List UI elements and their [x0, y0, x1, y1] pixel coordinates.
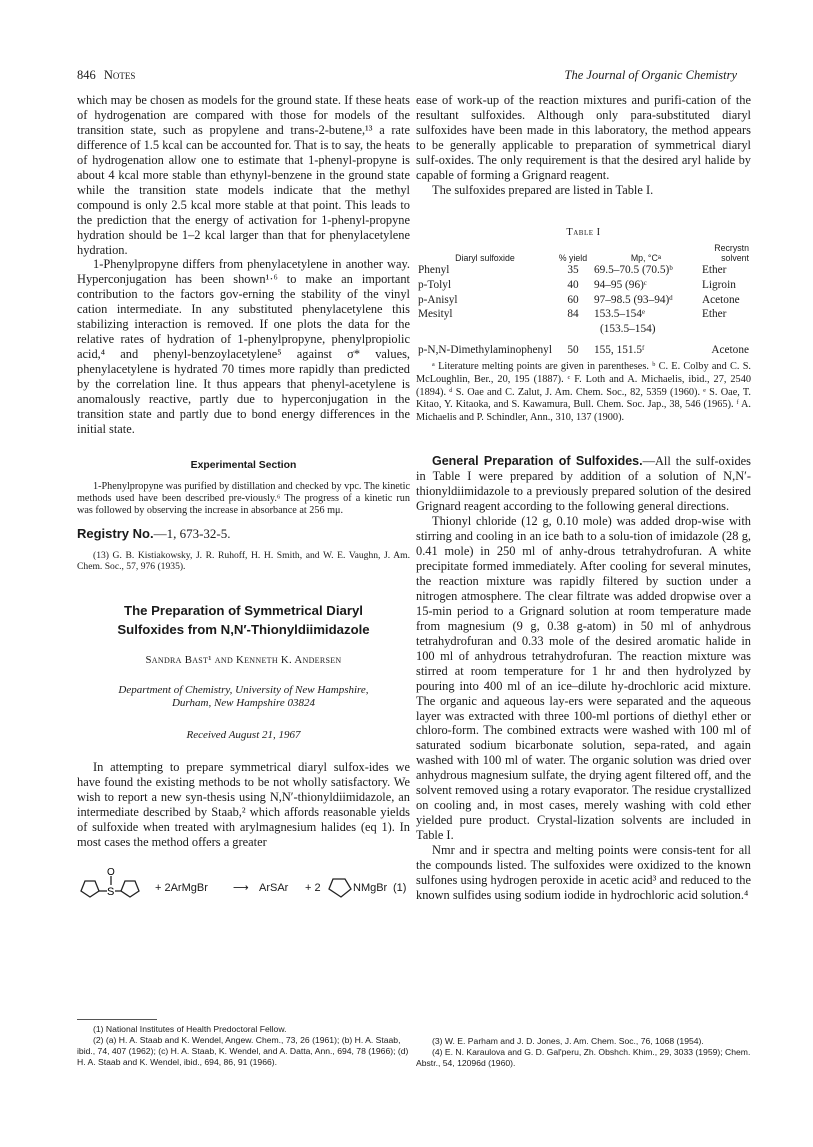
footnote-rule — [77, 1019, 157, 1020]
paragraph: ease of work-up of the reaction mixtures and purifi-cation of the resultant sulfoxides. Although only para-substituted diaryl sulfoxides have been made in this laboratory, the method appears to be generally applicable to preparation of symmetrical diaryl sulf-oxides. The only requirement is that the desired aryl halide by capable of forming a Grignard reagent. — [416, 93, 751, 182]
title-line: The Preparation of Symmetrical Diaryl — [124, 602, 363, 618]
table-cell: Acetone — [711, 344, 749, 357]
table-cell — [554, 322, 592, 337]
column-header: Recrystn solvent — [714, 242, 749, 263]
table-cell: p-Tolyl — [418, 278, 452, 291]
equation-1 — [77, 867, 410, 905]
left-column — [77, 93, 410, 905]
title-line: Sulfoxides from N,N′-Thionyldiimidazole — [117, 621, 370, 637]
table-cell — [700, 322, 751, 337]
footnote: (4) E. N. Karaulova and G. D. Gal'peru, Zh. Obshch. Khim., 29, 3033 (1959); Chem. Abstr., 54, 12096d (1960). — [416, 1046, 751, 1068]
table-row — [416, 307, 751, 322]
eq-arrow: ⟶ — [233, 882, 249, 895]
table-title: Table I — [566, 226, 601, 238]
paragraph: which may be chosen as models for the ground state. If these heats of hydrogenation are compared with those for models of the transition state, such as propylene and trans-2-butene,¹³ a rate difference of 1.5 kcal can be accounted for. That is to say, the heats of hydrogenation allow one to estimate that 1-phenyl-propyne is about 4 kcal more stable than ethynyl-benzene in the ground state while the transition state models indicate that the methyl compound is only 2.5 kcal more stable at that point. This leads to the prediction that the energy of activation for 1-phenyl-propyne hydration should be 1–2 kcal larger than that for phenylacetylene hydration. — [77, 93, 410, 257]
table-row — [416, 337, 751, 358]
left-footnotes — [77, 1024, 410, 1068]
table-row — [416, 278, 751, 293]
table-cell: p-Anisyl — [418, 293, 458, 306]
table-cell: 153.5–154ᵉ — [593, 308, 645, 321]
table-cell — [416, 322, 554, 337]
authors: Sandra Bast¹ and Kenneth K. Andersen — [145, 653, 342, 666]
eq-plus: + 2 — [305, 882, 321, 895]
table-cell: 94–95 (96)ᶜ — [593, 278, 647, 291]
table-cell: 97–98.5 (93–94)ᵈ — [593, 293, 673, 306]
sulfoxide-table — [416, 243, 751, 359]
table-row — [416, 322, 751, 337]
right-column — [416, 93, 751, 903]
svg-text:S: S — [107, 886, 115, 899]
paragraph: Nmr and ir spectra and melting points were consis-tent for all the compounds listed. The sulfoxides were oxidized to the known sulfones using hydrogen peroxide in acetic acid³ and reduced to the known sulfides using sodium iodide in hydrochloric acid solution.⁴ — [416, 843, 751, 902]
eq-byproduct: NMgBr — [353, 882, 388, 895]
footnote: (3) W. E. Parham and J. D. Jones, J. Am. Chem. Soc., 76, 1068 (1954). — [432, 1036, 704, 1046]
table-row — [416, 263, 751, 278]
page-number: 846 — [77, 68, 96, 82]
table-cell: p-N,N-Dimethylaminophenyl — [418, 344, 552, 357]
paragraph — [416, 454, 751, 514]
imidazole-ring-icon — [327, 871, 355, 901]
paragraph-text: —All the sulf-oxides in Table I were prepared by addition of a solution of N,N′-thionyldiimidazole to a previously prepared solution of the desired Grignard reagent according to the following general directions. — [416, 454, 751, 514]
eq-reagent: + 2ArMgBr — [155, 882, 208, 895]
section-heading: Experimental Section — [190, 459, 297, 471]
registry-value: —1, 673-32-5. — [153, 525, 231, 541]
page-header-left — [77, 68, 135, 83]
table-cell: 50 — [567, 344, 579, 357]
eq-number: (1) — [393, 882, 407, 895]
thionyldiimidazole-structure — [77, 867, 147, 905]
right-footnotes — [416, 1036, 751, 1069]
received-date: Received August 21, 1967 — [186, 728, 301, 741]
table-cell: Ligroin — [701, 278, 736, 291]
table-cell: (153.5–154) — [599, 323, 656, 336]
affiliation-line: Durham, New Hampshire 03824 — [171, 697, 315, 710]
column-header: % yield — [558, 252, 588, 263]
column-header: Diaryl sulfoxide — [455, 252, 515, 263]
table-cell: 155, 151.5ᶠ — [593, 344, 645, 357]
table-cell: Mesityl — [418, 308, 453, 321]
paragraph: In attempting to prepare symmetrical diaryl sulfox-ides we have found the existing methods to be not wholly satisfactory. We wish to report a new syn-thesis using N,N′-thionyldiimidazole, an intermediate described by Staab,² which affords reasonable yields of sulfoxide when treated with arylmagnesium halides (eq 1). In most cases the method offers a greater — [77, 759, 410, 849]
table-cell: Ether — [701, 263, 727, 276]
affiliation — [77, 684, 410, 711]
table-cell: 40 — [567, 278, 579, 291]
article-title — [77, 601, 410, 639]
table-cell: 35 — [567, 263, 579, 276]
affiliation-line: Department of Chemistry, University of New Hampshire, — [118, 683, 369, 696]
table-cell: 60 — [567, 293, 579, 306]
table-cell: Ether — [701, 308, 727, 321]
table-cell: Acetone — [701, 293, 740, 306]
table-notes: ᵃ Literature melting points are given in parentheses. ᵇ C. E. Colby and C. S. McLoughlin, Ber., 20, 195 (1887). ᶜ F. Loth and A. Michaelis, ibid., 27, 2540 (1894). ᵈ S. Oae and C. Zalut, J. Am. Chem. Soc., 82, 5359 (1960). ᵉ S. Oae, T. Kitao, Y. Kitaoka, and S. Kawamura, Bull. Chem. Soc. Jap., 38, 546 (1965). ᶠ A. Michaelis and P. Schindler, Ann., 310, 137 (1900). — [416, 361, 751, 423]
footnote: (1) National Institutes of Health Predoctoral Fellow. — [93, 1024, 287, 1034]
table-row — [416, 293, 751, 308]
paragraph: The sulfoxides prepared are listed in Table I. — [432, 182, 654, 197]
table-cell: Phenyl — [418, 263, 450, 276]
paragraph: 1-Phenylpropyne differs from phenylacetylene in another way. Hyperconjugation has been shown¹·⁶ to make an important contribution to the factors gov-erning the stability of the vinyl cation intermediate. In any substituted phenylacetylene this stabilizing interaction is removed. If one plots the data for the relative rates of hydration of 1-phenylpropyne, phenylpropiolic acid,⁴ and phenyl-benzoylacetylene⁵ against σ* values, phenylacetylene is hydrated 70 times more rapidly than predicted by the correlation line. It thus appears that phenyl-acetylene is anomalously reactive, partly due to hyperconjugation in the transition state and partly due to bond energy differences in the initial state. — [77, 257, 410, 436]
run-in-heading: General Preparation of Sulfoxides. — [432, 454, 643, 469]
table-cell: 69.5–70.5 (70.5)ᵇ — [593, 263, 673, 276]
column-header: Mp, °Cᵃ — [630, 252, 662, 263]
eq-product: ArSAr — [259, 882, 289, 895]
footnote: (2) (a) H. A. Staab and K. Wendel, Angew. Chem., 73, 26 (1961); (b) H. A. Staab, ibid., 74, 407 (1962); (c) H. A. Staab, K. Wendel, and A. Datta, Ann., 694, 78 (1966); (d) H. A. Staab and K. Wendel, ibid., 694, 86, 91 (1966). — [77, 1034, 409, 1067]
table-cell: 84 — [567, 308, 579, 321]
experimental-text: 1-Phenylpropyne was purified by distillation and checked by vpc. The kinetic methods used have been described pre-viously.⁶ The progress of a kinetic run was followed by observing the increase in absorbance at 256 mμ. — [77, 480, 410, 516]
journal-name: The Journal of Organic Chemistry — [564, 68, 737, 82]
registry-line — [77, 527, 410, 542]
svg-text:O: O — [107, 867, 115, 879]
section-label: Notes — [103, 68, 136, 82]
paragraph: Thionyl chloride (12 g, 0.10 mole) was added drop-wise with stirring and cooling in an ice bath to a solu-tion of imidazole (28 g, 0.41 mole) in 250 ml of anhy-drous tetrahydrofuran. A white precipitate formed immediately. After cooling for several minutes, the reaction mixture was rapidly filtered by suction under a nitrogen atmosphere. The clear filtrate was added dropwise over a 15-min period to a Grignard solution at room temperature made from magnesium (9 g, 0.38 g-atom) in 50 ml of anhydrous tetrahydrofuran and 0.33 mole of the desired aromatic halide in 100 ml of anhydrous tetrahydrofuran. The reaction mixture was stirred at room temperature for 1 hr and then hydrolyzed by pouring into 400 ml of an ice–dilute hy-drochloric acid mixture. The organic and aqueous lay-ers were separated and the aqueous layer was extracted with three 100-ml portions of diethyl ether or chloro-form. The combined extracts were washed with 100 ml of saturated sodium bicarbonate solution, sepa-rated, and again washed with 100 ml of water. The organic solution was dried over anhydrous magnesium sulfate, the drying agent filtered off, and the solvent removed using a rotary evaporator. The residue crystallized on cooling and, in most cases, merely washing with cold ether yielded pure product. Crystal-lization solvents are included in Table I. — [416, 514, 751, 843]
footnote-13: (13) G. B. Kistiakowsky, J. R. Ruhoff, H. H. Smith, and W. E. Vaughn, J. Am. Chem. Soc., 57, 976 (1935). — [77, 549, 410, 573]
table-header-row — [416, 243, 751, 263]
registry-label: Registry No. — [77, 525, 154, 541]
